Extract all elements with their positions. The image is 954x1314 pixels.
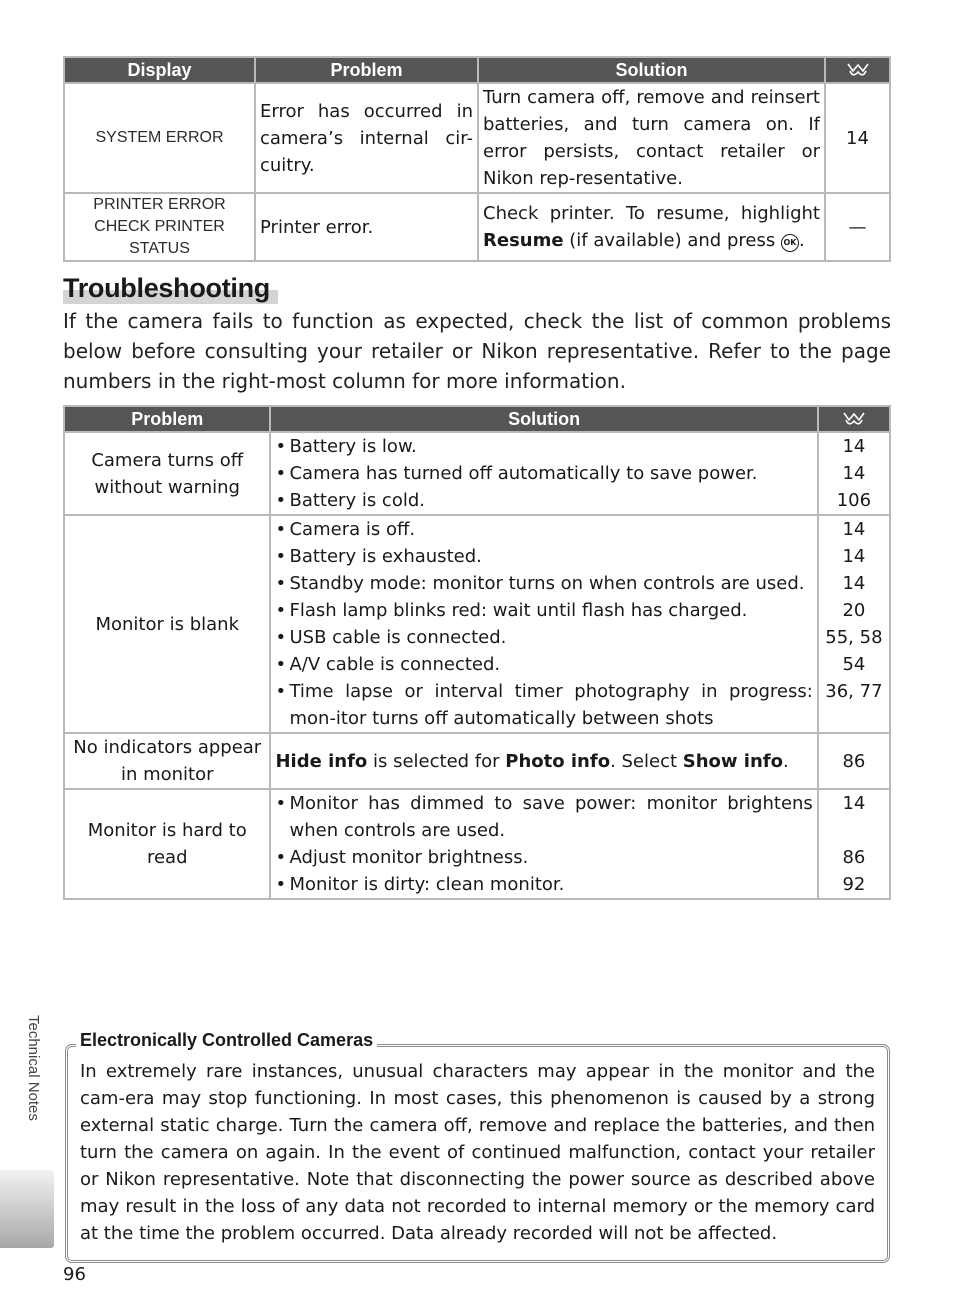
problem-cell: Error has occurred in camera’s internal cir-cuitry. — [256, 84, 477, 192]
page-number: 96 — [63, 1264, 86, 1285]
error-table-header — [65, 58, 889, 82]
book-icon — [846, 62, 870, 80]
side-tab-label: Technical Notes — [25, 1015, 42, 1121]
list-item: • Camera has turned off automatically to save power. — [275, 460, 812, 487]
problem-cell — [65, 734, 269, 788]
header-solution: Solution — [271, 407, 816, 431]
page-ref: 54 — [842, 654, 866, 675]
list-item: • Battery is cold. — [275, 487, 812, 514]
problem-line: without warning — [94, 476, 240, 498]
list-item: • Battery is exhausted. — [275, 543, 812, 570]
solution-text: . — [783, 750, 789, 772]
header-page — [826, 58, 889, 82]
page-ref: 55, 58 — [825, 627, 883, 648]
solution-cell — [479, 194, 824, 260]
list-item: • A/V cable is connected. — [275, 651, 812, 678]
solution-list — [275, 790, 812, 898]
solution-cell: Turn camera off, remove and reinsert batteries, and turn camera on. If error persists, contact retailer or Nikon rep-resentative. — [479, 84, 824, 192]
page-cell — [819, 790, 889, 898]
menu-option-label: Hide info — [275, 750, 368, 772]
page-ref: 106 — [836, 490, 872, 511]
header-solution: Solution — [479, 58, 824, 82]
table-row — [65, 790, 889, 898]
error-table — [63, 56, 891, 262]
table-row — [65, 516, 889, 732]
list-item: • Adjust monitor brightness. — [275, 844, 812, 871]
solution-text: Check printer. To resume, highlight — [483, 203, 820, 224]
table-row — [65, 194, 889, 260]
problem-cell — [65, 433, 269, 514]
solution-cell — [271, 734, 816, 788]
page-ref: 14 — [842, 793, 866, 814]
table-row — [65, 734, 889, 788]
page-ref: 36, 77 — [825, 681, 883, 702]
note-title: Electronically Controlled Cameras — [76, 1030, 377, 1051]
solution-text: . — [798, 230, 805, 251]
page-ref: 14 — [842, 573, 866, 594]
problem-line: Camera turns off — [91, 449, 244, 471]
display-cell: SYSTEM ERROR — [65, 84, 254, 192]
troubleshooting-table — [63, 405, 891, 900]
header-problem: Problem — [65, 407, 269, 431]
problem-cell — [65, 790, 269, 898]
display-line: PRINTER ERROR — [93, 196, 226, 213]
section-intro: If the camera fails to function as expected, check the list of common problems below before consulting your retailer or Nikon representative. Refer to the page numbers in the right-most column for more information. — [63, 309, 891, 393]
page-ref: 92 — [842, 874, 866, 895]
resume-label: Resume — [483, 230, 564, 251]
page-cell: 86 — [819, 734, 889, 788]
note-text: In extremely rare instances, unusual characters may appear in the monitor and the cam-era may stop functioning. In most cases, this phenomenon is caused by a strong external static charge. Turn the camera off, remove and replace the batteries, and then turn the camera on again. In the event of continued malfunction, contact your retailer or Nikon representative. Note that disconnecting the power source as described above may result in the loss of any data not recorded to internal memory or the memory card at the time the problem occurred. Data already recorded will not be affected. — [80, 1061, 875, 1244]
list-item: • Battery is low. — [275, 433, 812, 460]
problem-cell: Monitor is blank — [65, 516, 269, 732]
page-cell — [819, 516, 889, 732]
page-cell: 14 — [826, 84, 889, 192]
page-ref: 14 — [842, 546, 866, 567]
page-ref — [823, 817, 885, 844]
list-item: • Flash lamp blinks red: wait until flash has charged. — [275, 597, 812, 624]
book-icon — [842, 411, 866, 429]
solution-cell — [271, 433, 816, 514]
page-ref: 14 — [842, 519, 866, 540]
solution-text: (if available) and press — [563, 230, 781, 251]
solution-text: is selected for — [367, 750, 506, 772]
problem-line: read — [146, 847, 188, 868]
problem-cell: Printer error. — [256, 194, 477, 260]
side-tab — [0, 1170, 54, 1248]
solution-cell — [271, 790, 816, 898]
page-ref: 14 — [842, 436, 866, 457]
problem-line: Monitor is hard to — [87, 820, 247, 841]
problem-line: No indicators appear — [73, 737, 262, 758]
list-item: • Time lapse or interval timer photography in progress: mon-itor turns off automatically between shots — [275, 678, 812, 732]
table-row — [65, 433, 889, 514]
page-ref: 86 — [842, 847, 866, 868]
section-title: Troubleshooting — [63, 273, 278, 304]
display-line: CHECK PRINTER STATUS — [94, 218, 225, 257]
solution-list — [275, 516, 812, 732]
list-item: • Monitor is dirty: clean monitor. — [275, 871, 812, 898]
page-ref: 20 — [842, 600, 866, 621]
table-row — [65, 84, 889, 192]
ok-button-icon: OK — [781, 234, 799, 252]
solution-cell — [271, 516, 816, 732]
menu-option-label: Show info — [682, 750, 783, 772]
page-cell: — — [826, 194, 889, 260]
list-item: • Standby mode: monitor turns on when controls are used. — [275, 570, 812, 597]
solution-text: . Select — [610, 750, 683, 772]
solution-list — [275, 433, 812, 514]
header-page — [819, 407, 889, 431]
page-ref: 14 — [842, 463, 866, 484]
list-item: • Camera is off. — [275, 516, 812, 543]
menu-option-label: Photo info — [505, 750, 611, 772]
header-display: Display — [65, 58, 254, 82]
troubleshooting-table-header — [65, 407, 889, 431]
header-problem: Problem — [256, 58, 477, 82]
page-cell — [819, 433, 889, 514]
list-item: • USB cable is connected. — [275, 624, 812, 651]
list-item: • Monitor has dimmed to save power: monitor brightens when controls are used. — [275, 790, 812, 844]
problem-line: in monitor — [120, 764, 214, 785]
display-cell — [65, 194, 254, 260]
